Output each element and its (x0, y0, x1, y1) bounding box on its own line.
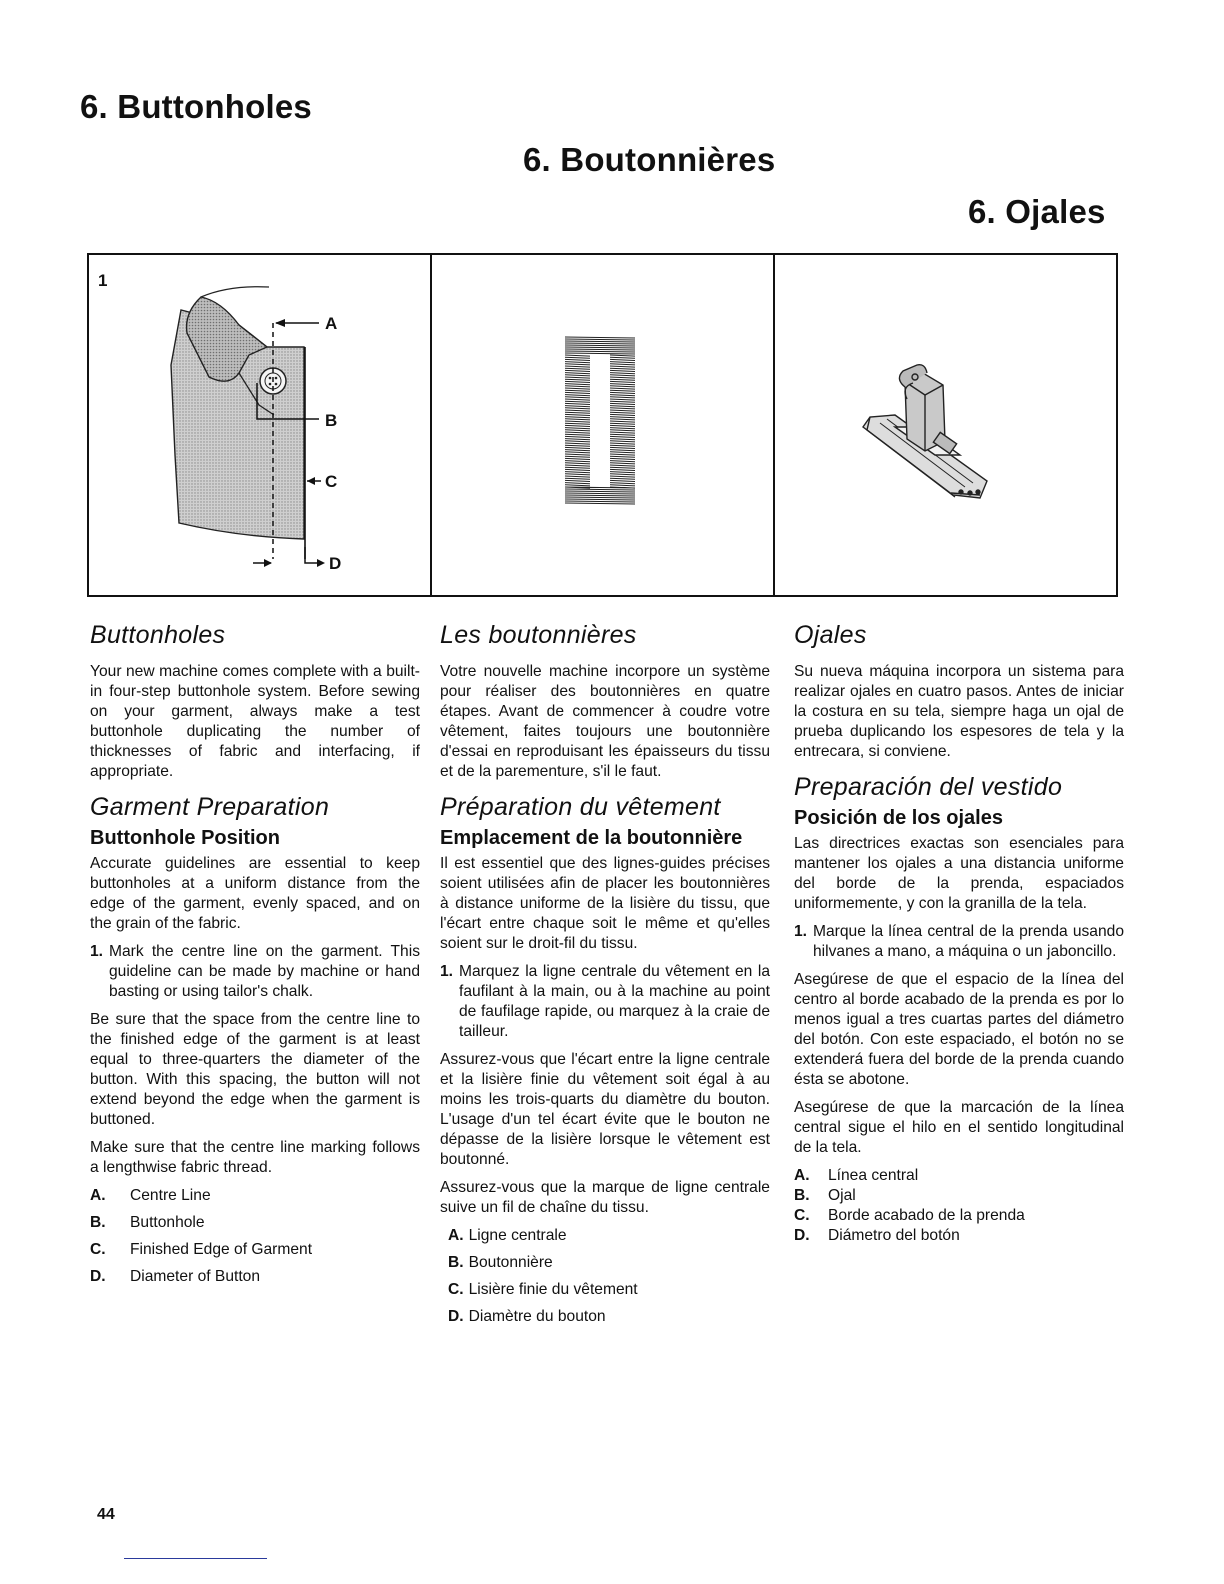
legend-text: Diameter of Button (130, 1268, 261, 1285)
buttonhole-foot-diagram (775, 255, 1113, 595)
step-number: 1. (794, 923, 808, 940)
title-english: 6. Buttonholes (80, 88, 312, 125)
figure-panels (87, 253, 1118, 597)
column-english (90, 618, 420, 1294)
buttonhole-stitch-diagram (432, 255, 768, 595)
legend-text: Buttonhole (130, 1214, 205, 1231)
legend-key: A. (794, 1167, 810, 1184)
figure-number: 1 (98, 271, 108, 290)
legend-item (794, 1186, 1124, 1206)
intro-paragraph: Your new machine comes complete with a built-in four-step buttonhole system. Before sewing on your garment, always make a test buttonhole duplicating the number of thicknesses of fabric and interfacing, if appropriate. (90, 663, 420, 780)
legend-text: Borde acabado de la prenda (828, 1207, 1025, 1224)
heading-ojales: Ojales (794, 621, 867, 649)
label-d: D (329, 554, 342, 573)
buttonhole-stitch-icon (565, 337, 635, 504)
paragraph-spacing: Assurez-vous que l'écart entre la ligne centrale et la lisière finie du vêtement soit égal à au moins les trois-quarts du diamètre du bouton. L'usage d'un tel écart évite que le bouton ne dépasse de la lisière lorsque le vêtement est boutonné. (440, 1051, 770, 1168)
page-number: 44 (97, 1506, 115, 1523)
legend-key: A. (90, 1187, 106, 1204)
legend-key: D. (794, 1227, 810, 1244)
label-b: B (325, 411, 338, 430)
legend-text: Lisière finie du vêtement (468, 1281, 638, 1298)
legend-key: A. (448, 1227, 464, 1244)
legend-item (440, 1307, 770, 1327)
presser-foot-panel (773, 255, 1116, 595)
step-number: 1. (90, 943, 104, 960)
title-french: 6. Boutonnières (523, 141, 776, 178)
legend-key: D. (448, 1308, 464, 1325)
legend-key: C. (90, 1241, 106, 1258)
heading-garment-preparation: Garment Preparation (90, 793, 330, 821)
heading-preparacion-vestido: Preparación del vestido (794, 773, 1063, 801)
step-text: Mark the centre line on the garment. This guideline can be made by machine or hand basting or using tailor's chalk. (109, 943, 420, 1000)
legend-key: D. (90, 1268, 106, 1285)
legend-item (90, 1240, 420, 1260)
legend-item (440, 1226, 770, 1246)
step-1 (794, 922, 1124, 962)
legend-item (794, 1226, 1124, 1246)
legend-text: Diámetro del botón (828, 1227, 960, 1244)
legend-text: Boutonnière (468, 1254, 553, 1271)
legend-text: Ligne centrale (468, 1227, 567, 1244)
legend-text: Línea central (828, 1167, 919, 1184)
legend-key: B. (794, 1187, 810, 1204)
buttonhole-foot-icon (863, 365, 987, 498)
paragraph-thread: Asegúrese de que la marcación de la línea central sigue el hilo en el sentido longitudinal de la tela. (794, 1099, 1124, 1156)
legend-key: B. (90, 1214, 106, 1231)
garment-diagram (89, 255, 443, 595)
legend-key: C. (448, 1281, 464, 1298)
heading-boutonnieres: Les boutonnières (440, 621, 637, 649)
legend-text: Finished Edge of Garment (130, 1241, 313, 1258)
garment-diagram-panel (89, 255, 430, 595)
heading-buttonholes: Buttonholes (90, 621, 226, 649)
legend-list (794, 1166, 1124, 1246)
subheading-buttonhole-position: Buttonhole Position (90, 827, 280, 849)
legend-key: C. (794, 1207, 810, 1224)
legend-item (90, 1267, 420, 1287)
buttonhole-stitch-panel (430, 255, 773, 595)
legend-text: Centre Line (130, 1187, 211, 1204)
legend-item (90, 1213, 420, 1233)
legend-item (794, 1166, 1124, 1186)
paragraph-thread: Make sure that the centre line marking follows a lengthwise fabric thread. (90, 1139, 420, 1176)
legend-key: B. (448, 1254, 464, 1271)
intro-paragraph: Votre nouvelle machine incorpore un système pour réaliser des boutonnières en quatre étapes. Avant de commencer à coudre votre vêtement, faites toujours une boutonnière d'essai en reproduisant les épaisseurs du tissu et de la parementure, s'il le faut. (440, 663, 770, 780)
stitch-lines (565, 337, 635, 504)
label-a: A (325, 314, 338, 333)
footer-rule (124, 1558, 267, 1559)
paragraph-thread: Assurez-vous que la marque de ligne centrale suive un fil de chaîne du tissu. (440, 1179, 770, 1216)
column-spanish (794, 618, 1124, 1246)
legend-item (440, 1280, 770, 1300)
legend-text: Ojal (828, 1187, 856, 1204)
paragraph-guidelines: Las directrices exactas son esenciales para mantener los ojales a una distancia uniforme del borde de la prenda, espaciados uniformemente, y con la granilla de la tela. (794, 835, 1124, 912)
step-1 (440, 962, 770, 1042)
legend-item (440, 1253, 770, 1273)
subheading-emplacement: Emplacement de la boutonnière (440, 827, 743, 849)
heading-preparation-vetement: Préparation du vêtement (440, 793, 721, 821)
intro-paragraph: Su nueva máquina incorpora un sistema para realizar ojales en cuatro pasos. Antes de iniciar la costura en su tela, siempre haga un ojal de prueba duplicando los espesores de tela y la entrecara, si conviene. (794, 663, 1124, 760)
title-spanish: 6. Ojales (968, 193, 1106, 230)
legend-text: Diamètre du bouton (468, 1308, 606, 1325)
column-french (440, 618, 770, 1334)
paragraph-spacing: Be sure that the space from the centre line to the finished edge of the garment is at least equal to three-quarters the diameter of the button. With this spacing, the button will not extend beyond the edge when the garment is buttoned. (90, 1011, 420, 1128)
legend-item (794, 1206, 1124, 1226)
legend-item (90, 1186, 420, 1206)
legend-list (440, 1226, 770, 1327)
label-c: C (325, 472, 338, 491)
paragraph-guidelines: Accurate guidelines are essential to keep buttonholes at a uniform distance from the edge of the garment, evenly spaced, and on the grain of the fabric. (90, 855, 420, 932)
step-text: Marque la línea central de la prenda usando hilvanes a mano, a máquina o un jaboncillo. (813, 923, 1124, 960)
step-number: 1. (440, 963, 454, 980)
step-text: Marquez la ligne centrale du vêtement en la faufilant à la main, ou à la machine au point de faufilage rapide, ou marquez à la craie de tailleur. (459, 963, 770, 1040)
legend-list (90, 1186, 420, 1287)
paragraph-spacing: Asegúrese de que el espacio de la línea del centro al borde acabado de la prenda es por lo menos igual a tres cuartas partes del diámetro del botón. Con este espaciado, el botón no se extenderá fuera del borde de la prenda cuando ésta se abotone. (794, 971, 1124, 1088)
step-1 (90, 942, 420, 1002)
subheading-posicion-ojales: Posición de los ojales (794, 807, 1003, 829)
paragraph-guidelines: Il est essentiel que des lignes-guides précises soient utilisées afin de placer les boutonnières à distance uniforme de la lisière du tissu, que l'écart entre chaque soit le même et qu'elles soient sur le droit-fil du tissu. (440, 855, 770, 952)
